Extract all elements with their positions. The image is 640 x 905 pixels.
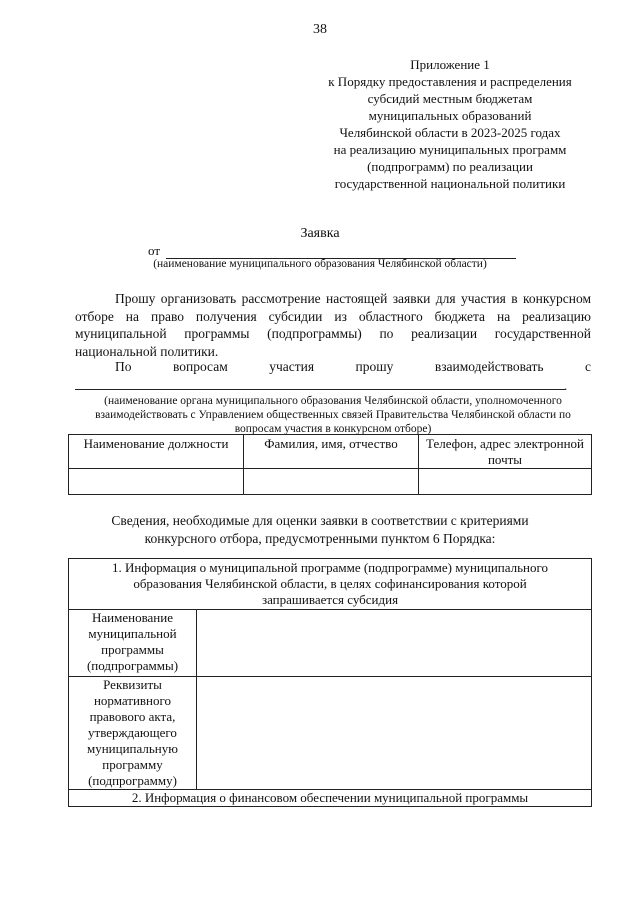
from-caption: (наименование муниципального образования Челябинской области)	[153, 258, 487, 270]
appendix-line: муниципальных образований	[368, 108, 532, 123]
table-header-row	[69, 435, 592, 469]
full-name-cell[interactable]	[244, 469, 419, 495]
position-cell[interactable]	[69, 469, 244, 495]
program-name-label: Наименование муниципальной программы (подпрограммы)	[69, 610, 197, 677]
appendix-line: (подпрограмм) по реализации	[367, 159, 533, 174]
section-2-title: 2. Информация о финансовом обеспечении муниципальной программы	[69, 790, 592, 807]
table-row	[69, 469, 592, 495]
appendix-line: субсидий местным бюджетам	[367, 91, 533, 106]
criteria-intro-text: Сведения, необходимые для оценки заявки в соответствии с критериями конкурсного отбора, предусмотренными пунктом 6 Порядка:	[111, 513, 529, 546]
header-phone-email: Телефон, адрес электронной почты	[419, 435, 592, 469]
table-row	[69, 610, 592, 677]
header-full-name: Фамилия, имя, отчество	[244, 435, 419, 469]
contact-paragraph: По вопросам участия прошу взаимодействовать с	[115, 359, 591, 374]
program-info-table	[68, 558, 592, 807]
organ-caption: (наименование органа муниципального образования Челябинской области, уполномоченного взаимодействовать с Управлением общественных связей Правительства Челябинской области по вопросам участия в конкурсном отборе)	[95, 395, 571, 435]
page-number: 38	[313, 22, 327, 37]
criteria-intro	[0, 512, 640, 547]
from-line	[148, 243, 516, 259]
appendix-line: Приложение 1	[410, 57, 490, 72]
header-position: Наименование должности	[69, 435, 244, 469]
appendix-line: Челябинской области в 2023-2025 годах	[339, 125, 561, 140]
from-label: от	[148, 243, 161, 258]
program-name-value[interactable]	[197, 610, 592, 677]
request-paragraph: Прошу организовать рассмотрение настоящей заявки для участия в конкурсном отборе на право получения субсидии из областного бюджета на реализацию муниципальной программы (подпрограммы) по реализации государственной национальной политики.	[75, 291, 591, 359]
section-1-title	[69, 559, 592, 610]
contacts-table	[68, 434, 592, 495]
legal-act-label: Реквизиты нормативного правового акта, утверждающего муниципальную программу (подпрограмму)	[69, 677, 197, 790]
phone-email-cell[interactable]	[419, 469, 592, 495]
appendix-line: к Порядку предоставления и распределения	[328, 74, 572, 89]
legal-act-value[interactable]	[197, 677, 592, 790]
application-title: Заявка	[300, 226, 340, 241]
section-row	[69, 559, 592, 610]
line-end-dot: .	[564, 378, 568, 393]
section-1-title-text: 1. Информация о муниципальной программе (подпрограмме) муниципального образования Челябинской области, в целях софинансирования которой запрашивается субсидия	[111, 560, 549, 607]
appendix-header	[300, 56, 600, 192]
section-row	[69, 790, 592, 807]
appendix-line: государственной национальной политики	[334, 176, 566, 191]
organ-fill-line	[75, 389, 565, 390]
appendix-line: на реализацию муниципальных программ	[333, 142, 567, 157]
table-row	[69, 677, 592, 790]
